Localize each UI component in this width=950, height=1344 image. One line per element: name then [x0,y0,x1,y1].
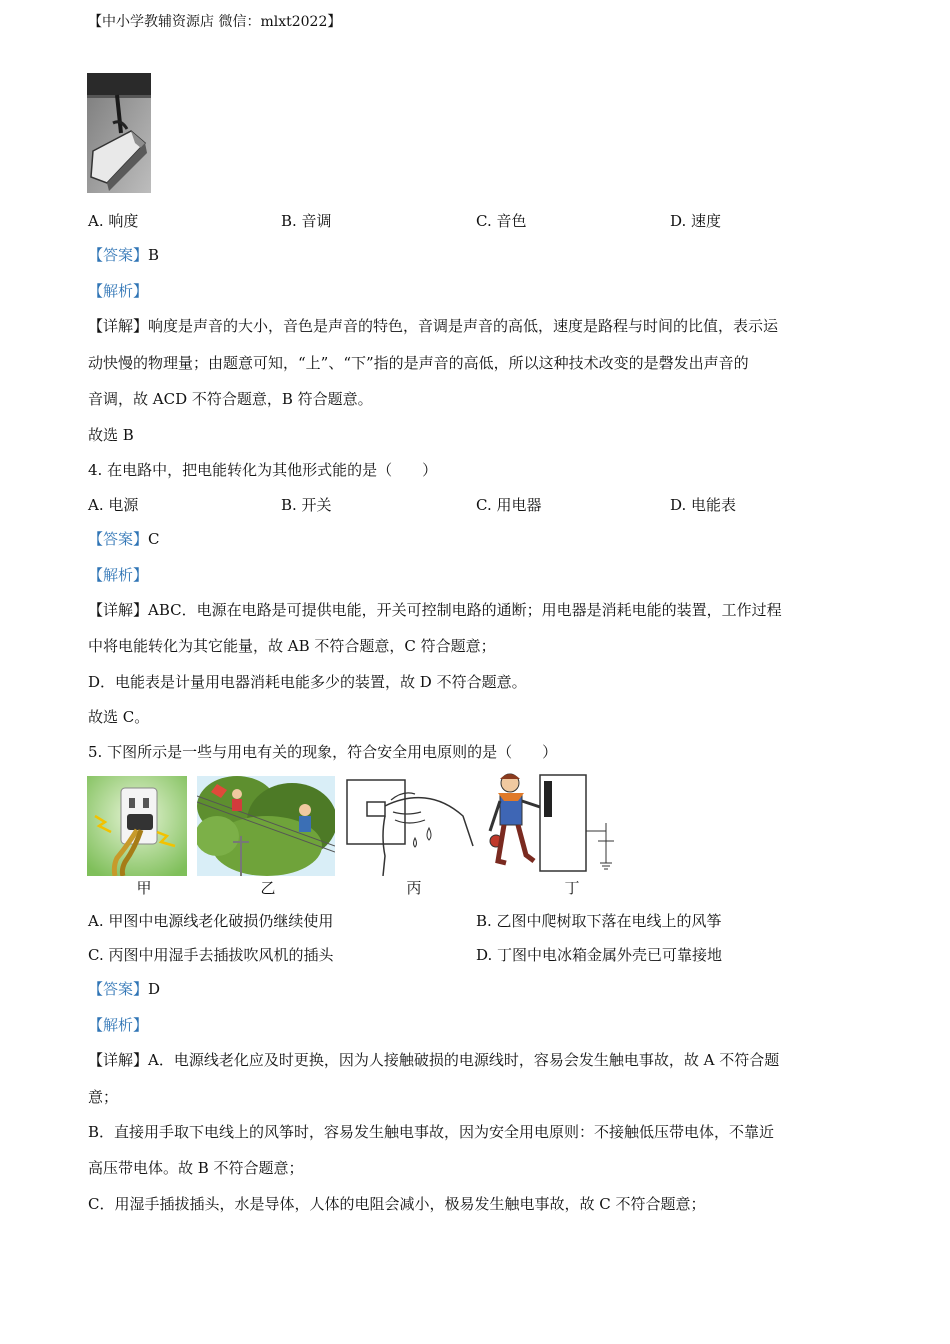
detail-tag: 【详解】 [88,601,149,619]
detail-text: 响度是声音的大小，音色是声音的特色，音调是声音的高低，速度是路程与时间的比值，表示运 [148,317,779,335]
figure-bing-wet-hand-plug [345,776,475,876]
q4-stem: 4. 在电路中，把电能转化为其他形式能的是（ ） [88,461,438,479]
detail-text: A．电源线老化应及时更换，因为人接触破损的电源线时，容易会发生触电事故，故 A 不符合题 [148,1051,780,1069]
q5-answer [88,979,160,999]
q4-option-d: D. 电能表 [670,496,737,514]
detail-text: ABC．电源在电路是可提供电能，开关可控制电路的通断；用电器是消耗电能的装置，工作过程 [148,601,782,619]
q4-option-a: A. 电源 [88,496,139,514]
answer-tag: 【答案】 [88,530,149,548]
caption-bing: 丙 [406,879,422,897]
q4-detail-line-2: 中将电能转化为其它能量，故 AB 不符合题意，C 符合题意； [88,637,496,655]
q3-detail-line-3: 音调，故 ACD 不符合题意，B 符合题意。 [88,390,373,408]
detail-tag: 【详解】 [88,1051,149,1069]
q3-analysis-tag: 【解析】 [88,282,149,300]
q3-option-b: B. 音调 [281,212,332,230]
q3-detail-line-2: 动快慢的物理量；由题意可知，“上”、“下”指的是声音的高低，所以这种技术改变的是磬发出声音的 [88,354,749,372]
q5-detail-line-1 [88,1050,779,1070]
q5-analysis-tag: 【解析】 [88,1016,149,1034]
q5-option-c: C. 丙图中用湿手去插拔吹风机的插头 [88,946,334,964]
q3-detail-line-1 [88,316,778,336]
q4-option-c: C. 用电器 [476,496,542,514]
q5-detail-line-2: 意； [88,1088,119,1106]
q5-detail-line-3: B．直接用手取下电线上的风筝时，容易发生触电事故，因为安全用电原则：不接触低压带电体，不靠近 [88,1123,775,1141]
q5-detail-line-4: 高压带电体。故 B 不符合题意； [88,1159,304,1177]
q3-option-c: C. 音色 [476,212,527,230]
page-header: 【中小学教辅资源店 微信：mlxt2022】 [88,14,342,30]
q5-stem: 5. 下图所示是一些与用电有关的现象，符合安全用电原则的是（ ） [88,743,558,761]
answer-value: D [148,980,161,998]
q3-option-a: A. 响度 [88,212,139,230]
figure-ding-fridge-ground [488,771,620,876]
q4-detail-line-1 [88,600,782,620]
q3-answer [88,245,159,265]
chime-stone-image [87,73,151,193]
caption-jia: 甲 [136,879,152,897]
caption-ding: 丁 [564,879,580,897]
q4-analysis-tag: 【解析】 [88,566,149,584]
figure-jia-outlet [87,776,187,876]
q4-answer [88,529,160,549]
q4-detail-line-3: D．电能表是计量用电器消耗电能多少的装置，故 D 不符合题意。 [88,673,527,691]
q4-conclusion: 故选 C。 [88,708,150,726]
q5-detail-line-5: C．用湿手插拔插头，水是导体，人体的电阻会减小，极易发生触电事故，故 C 不符合题意； [88,1195,706,1213]
detail-tag: 【详解】 [88,317,149,335]
q4-option-b: B. 开关 [281,496,332,514]
answer-tag: 【答案】 [88,246,149,264]
figure-yi-tree-kite [197,776,335,876]
q3-conclusion: 故选 B [88,426,134,444]
q5-option-b: B. 乙图中爬树取下落在电线上的风筝 [476,912,722,930]
answer-value: B [148,246,160,264]
caption-yi: 乙 [260,879,276,897]
q5-option-a: A. 甲图中电源线老化破损仍继续使用 [88,912,334,930]
answer-value: C [148,530,160,548]
q5-option-d: D. 丁图中电冰箱金属外壳已可靠接地 [476,946,723,964]
answer-tag: 【答案】 [88,980,149,998]
q3-option-d: D. 速度 [670,212,722,230]
